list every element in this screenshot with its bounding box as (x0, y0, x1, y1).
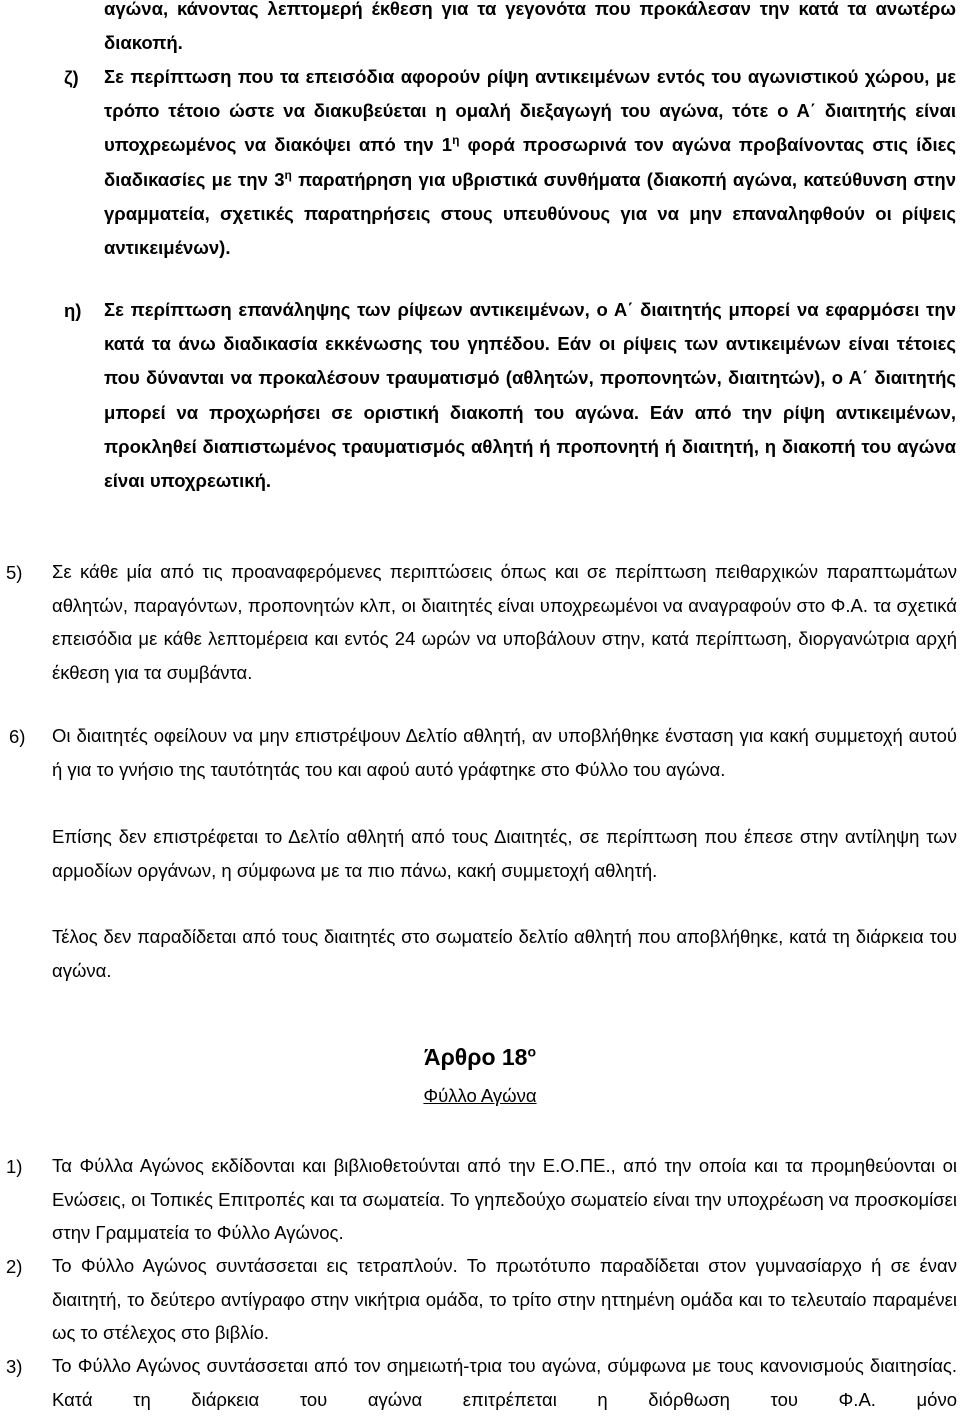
article-title-text: Άρθρο 18 (423, 1044, 528, 1070)
article-title (0, 1044, 960, 1071)
article-item-3-number: 3) (6, 1356, 23, 1377)
item-z-sup-b: η (284, 167, 292, 182)
para-5-text: Σε κάθε μία από τις προαναφερόμενες περιπτώσεις όπως και σε περίπτωση πειθαρχικών παραπτωμάτων αθλητών, παραγόντων, προπονητών κλπ, οι διαιτητές είναι υποχρεωμένοι να αναγραφούν στο Φ.Α. τα σχετικά επεισόδια με κάθε λεπτομέρεια και εντός 24 ωρών να υποβάλουν στην, κατά περίπτωση, διοργανώτρια αρχή έκθεση για τα συμβάντα. (52, 561, 957, 683)
article-item-3-text: Το Φύλλο Αγώνος συντάσσεται από τον σημειωτή-τρια του αγώνα, σύμφωνα με τους κανονισμούς διαιτησίας. Κατά τη διάρκεια του αγώνα επιτρέπεται η διόρθωση του Φ.Α. μόνο (52, 1355, 957, 1410)
article-item-2-number: 2) (6, 1256, 23, 1277)
article-item-1-number: 1) (6, 1156, 23, 1177)
continuation-text: αγώνα, κάνοντας λεπτομερή έκθεση για τα γεγονότα που προκάλεσαν την κατά τα ανωτέρω διακοπή. (104, 0, 956, 54)
para-6-text-3: Τέλος δεν παραδίδεται από τους διαιτητές στο σωματείο δελτίο αθλητή που αποβλήθηκε, κατά τη διάρκεια του αγώνα. (52, 926, 957, 981)
item-z-label: ζ) (64, 67, 79, 88)
item-z-sup-a: η (452, 133, 460, 148)
article-item-1-text: Τα Φύλλα Αγώνος εκδίδονται και βιβλιοθετούνται από την Ε.Ο.ΠΕ., από την οποία και τα προμηθεύονται οι Ενώσεις, οι Τοπικές Επιτροπές και τα σωματεία. Το γηπεδούχο σωματείο είναι την υποχρέωση να προσκομίσει στην Γραμματεία το Φύλλο Αγώνος. (52, 1155, 957, 1243)
item-h-label: η) (64, 300, 82, 321)
para-5-number: 5) (6, 562, 23, 583)
article-title-sup: ο (527, 1043, 537, 1060)
article-item-2-text: Το Φύλλο Αγώνος συντάσσεται εις τετραπλούν. Το πρωτότυπο παραδίδεται στον γυμνασίαρχο ή σε έναν διαιτητή, το δεύτερο αντίγραφο στην νικήτρια ομάδα, το τρίτο στην ηττημένη ομάδα και το τελευταίο παραμένει ως το στέλεχος στο βιβλίο. (52, 1255, 957, 1343)
item-z-text-b: φορά προσωρινά τον αγώνα προβαίνοντας στις ίδιες διαδικασίες με την 3 (104, 134, 957, 190)
para-6-number: 6) (9, 726, 26, 747)
para-6-text-2: Επίσης δεν επιστρέφεται το Δελτίο αθλητή από τους Διαιτητές, σε περίπτωση που έπεσε στην αντίληψη των αρμοδίων οργάνων, η σύμφωνα με τα πιο πάνω, κακή συμμετοχή αθλητή. (52, 826, 957, 881)
item-z-text-a: Σε περίπτωση που τα επεισόδια αφορούν ρίψη αντικειμένων εντός του αγωνιστικού χώρου, με τρόπο τέτοιο ώστε να διακυβεύεται η ομαλή διεξαγωγή του αγώνα, τότε ο Α΄ διαιτητής είναι υποχρεωμένος να διακόψει από την 1 (104, 66, 956, 156)
article-subtitle: Φύλλο Αγώνα (423, 1085, 537, 1106)
item-z-text-c: παρατήρηση για υβριστικά συνθήματα (διακοπή αγώνα, κατεύθυνση στην γραμματεία, σχετικές παρατηρήσεις στους υπευθύνους για να μην επαναληφθούν οι ρίψεις αντικειμένων). (104, 168, 957, 259)
para-6-text-1: Οι διαιτητές οφείλουν να μην επιστρέψουν Δελτίο αθλητή, αν υποβλήθηκε ένσταση για κακή συμμετοχή αυτού ή για το γνήσιο της ταυτότητάς του και αφού αυτό γράφτηκε στο Φύλλο του αγώνα. (52, 725, 957, 780)
item-z-text (104, 60, 956, 265)
item-h-text: Σε περίπτωση επανάληψης των ρίψεων αντικειμένων, ο Α΄ διαιτητής μπορεί να εφαρμόσει την κατά τα άνω διαδικασία εκκένωσης του γηπέδου. Εάν οι ρίψεις των αντικειμένων είναι τέτοιες που δύνανται να προκαλέσουν τραυματισμό (αθλητών, προπονητών, διαιτητών), ο Α΄ διαιτητής μπορεί να προχωρήσει σε οριστική διακοπή του αγώνα. Εάν από την ρίψη αντικειμένων, προκληθεί διαπιστωμένος τραυματισμός αθλητή ή προπονητή ή διαιτητή, η διακοπή του αγώνα είναι υποχρεωτική. (104, 299, 956, 492)
